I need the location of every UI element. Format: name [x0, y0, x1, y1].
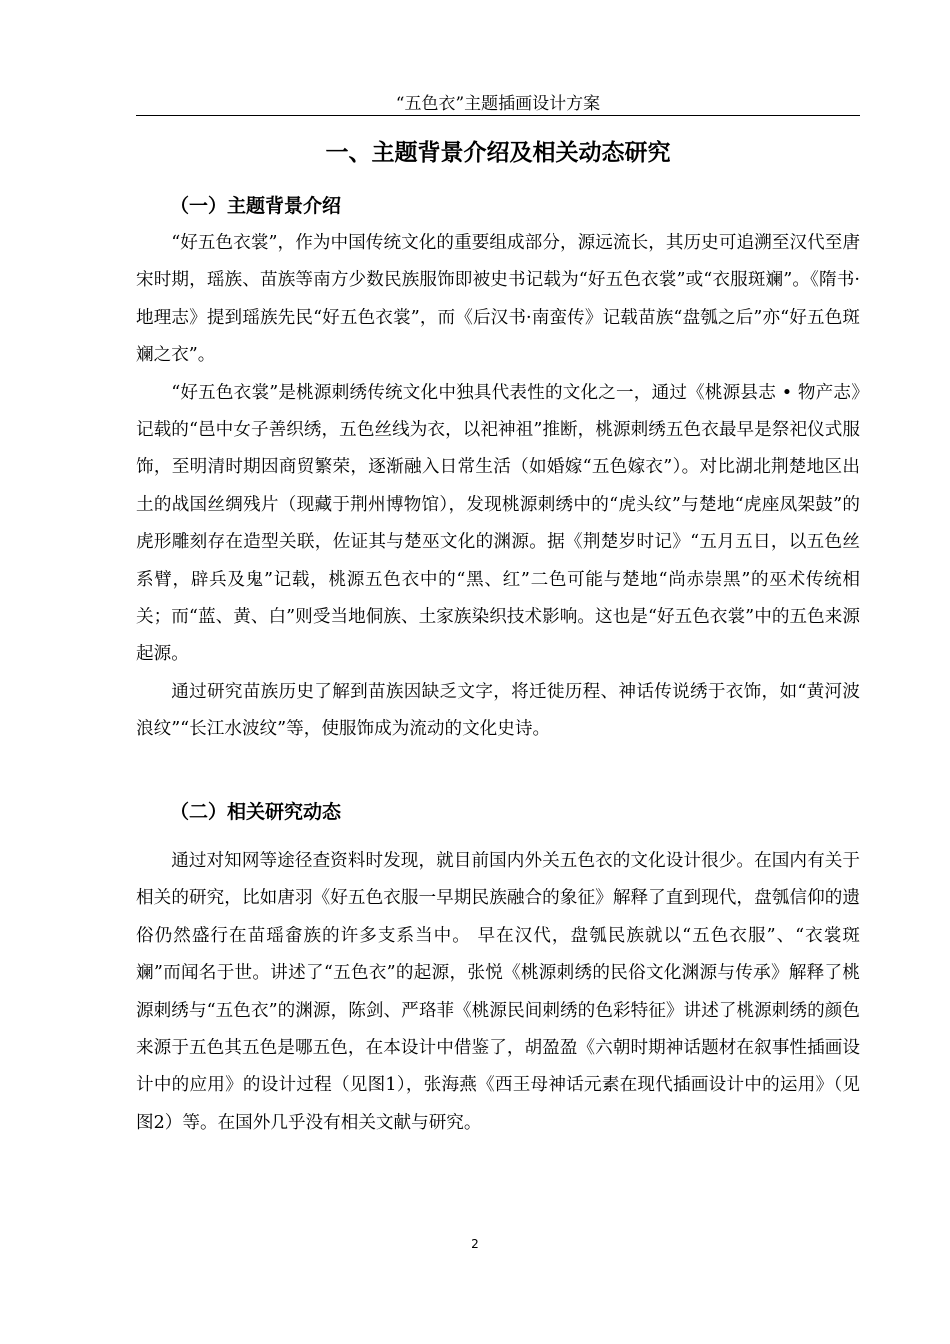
section-body-research — [136, 843, 860, 1142]
header-rule — [136, 115, 860, 116]
page-number: 2 — [471, 1237, 479, 1251]
section-heading-background: （一）主题背景介绍 — [170, 195, 342, 217]
chapter-title: 一、主题背景介绍及相关动态研究 — [325, 140, 671, 166]
running-header: “五色衣”主题插画设计方案 — [395, 94, 601, 114]
paragraph: 通过研究苗族历史了解到苗族因缺乏文字，将迁徙历程、神话传说绣于衣饰，如“黄河波浪纹”“长江水波纹”等，使服饰成为流动的文化史诗。 — [136, 681, 860, 740]
section-heading-research: （二）相关研究动态 — [170, 801, 342, 823]
paragraph: 通过对知网等途径查资料时发现，就目前国内外关五色衣的文化设计很少。在国内有关于相关的研究，比如唐羽《好五色衣服一早期民族融合的象征》解释了直到现代，盘瓠信仰的遗俗仍然盛行在苗瑶畲族的许多支系当中。 早在汉代，盘瓠民族就以“五色衣服”、“衣裳斑斓”而闻名于世。讲述了“五色衣”的起源，张悦《桃源刺绣的民俗文化渊源与传承》解释了桃源刺绣与“五色衣”的渊源，陈剑、严珞菲《桃源民间刺绣的色彩特征》讲述了桃源刺绣的颜色来源于五色其五色是哪五色，在本设计中借鉴了，胡盈盈《六朝时期神话题材在叙事性插画设计中的应用》的设计过程（见图1），张海燕《西王母神话元素在现代插画设计中的运用》（见图2）等。在国外几乎没有相关文献与研究。 — [136, 851, 860, 1133]
paragraph: “好五色衣裳”，作为中国传统文化的重要组成部分，源远流长，其历史可追溯至汉代至唐宋时期，瑶族、苗族等南方少数民族服饰即被史书记载为“好五色衣裳”或“衣服斑斓”。《隋书·地理志》提到瑶族先民“好五色衣裳”，而《后汉书·南蛮传》记载苗族“盘瓠之后”亦“好五色斑斓之衣”。 — [136, 233, 860, 366]
section-body-background — [136, 225, 860, 749]
paragraph: “好五色衣裳”是桃源刺绣传统文化中独具代表性的文化之一，通过《桃源县志 • 物产志》记载的“邑中女子善织绣，五色丝线为衣，以祀神祖”推断，桃源刺绣五色衣最早是祭祀仪式服饰，至明清时期因商贸繁荣，逐渐融入日常生活（如婚嫁“五色嫁衣”）。对比湖北荆楚地区出土的战国丝绸残片（现藏于荆州博物馆），发现桃源刺绣中的“虎头纹”与楚地“虎座凤架鼓”的虎形雕刻存在造型关联，佐证其与楚巫文化的渊源。据《荆楚岁时记》“五月五日，以五色丝系臂，辟兵及鬼”记载，桃源五色衣中的“黑、红”二色可能与楚地“尚赤崇黑”的巫术传统相关；而“蓝、黄、白”则受当地侗族、土家族染织技术影响。这也是“好五色衣裳”中的五色来源起源。 — [136, 382, 860, 665]
